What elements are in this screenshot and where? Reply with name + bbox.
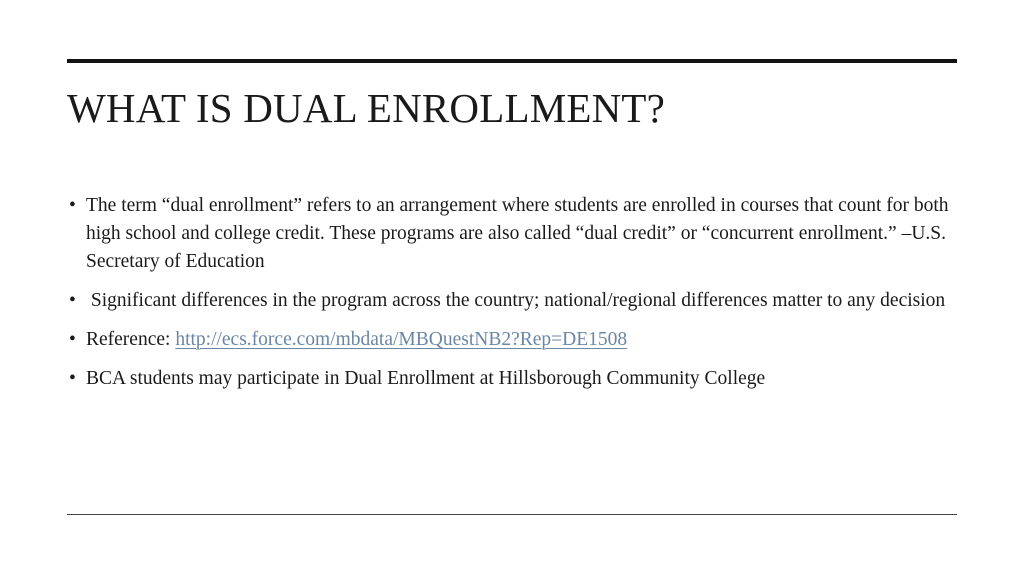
bullet-marker: • <box>69 368 76 389</box>
bullet-text-bca: BCA students may participate in Dual Enrollment at Hillsborough Community College <box>86 368 766 389</box>
bullet-list <box>67 192 952 404</box>
reference-link[interactable]: http://ecs.force.com/mbdata/MBQuestNB2?Rep=DE1508 <box>175 329 628 350</box>
bullet-marker: • <box>69 329 76 350</box>
bullet-item-reference <box>67 326 952 354</box>
bullet-text-differences: Significant differences in the program across the country; national/regional differences matter to any decision <box>86 290 946 311</box>
bullet-item-definition <box>67 192 952 276</box>
bullet-marker: • <box>69 195 76 216</box>
bullet-item-differences <box>67 287 952 315</box>
bottom-divider <box>67 514 957 515</box>
top-divider <box>67 59 957 63</box>
bullet-text-definition: The term “dual enrollment” refers to an arrangement where students are enrolled in courses that count for both high school and college credit. These programs are also called “dual credit” or “concurrent enrollment.” –U.S. Secretary of Education <box>86 195 949 272</box>
slide-title: WHAT IS DUAL ENROLLMENT? <box>67 85 666 131</box>
bullet-marker: • <box>69 290 76 311</box>
bullet-item-bca <box>67 365 952 393</box>
reference-label: Reference: <box>86 329 176 350</box>
